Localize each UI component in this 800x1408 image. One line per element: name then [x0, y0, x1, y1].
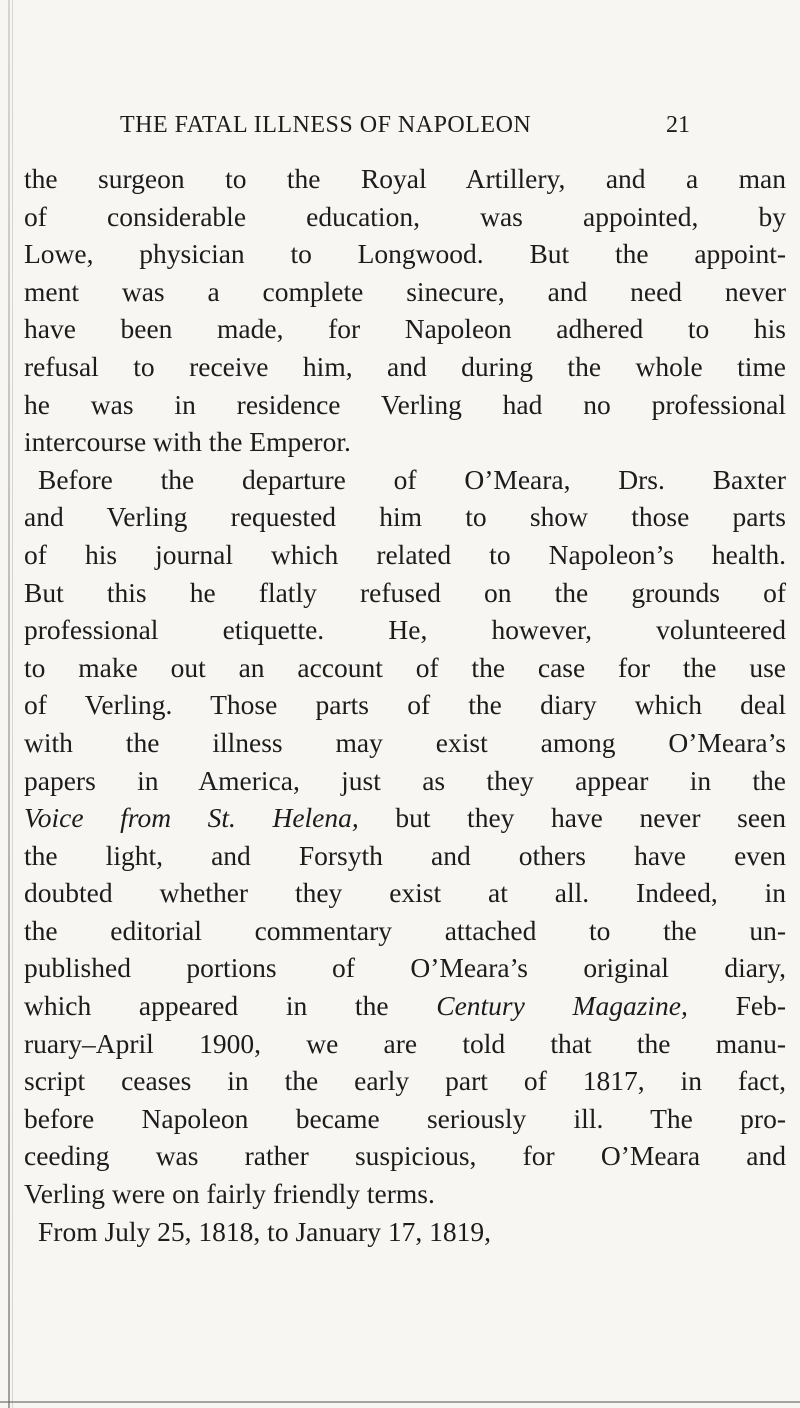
scan-bottom-edge	[0, 1401, 800, 1403]
text-line: professional etiquette. He, however, volunteered	[24, 614, 786, 646]
text-line: the surgeon to the Royal Artillery, and a man	[24, 163, 786, 194]
text-line: have been made, for Napoleon adhered to his	[24, 313, 786, 345]
text-span: which appeared in the	[24, 990, 437, 1022]
running-header	[120, 112, 690, 148]
text-line: papers in America, just as they appear in the	[24, 764, 786, 796]
italic-title: Century Magazine,	[436, 990, 688, 1022]
text-line: Before the departure of O’Meara, Drs. Baxter	[38, 463, 786, 495]
text-line	[24, 987, 786, 1025]
text-line: ceeding was rather suspicious, for O’Meara and	[24, 1140, 786, 1172]
body-text	[24, 160, 786, 1250]
text-span: Feb-	[687, 990, 786, 1022]
text-line: But this he flatly refused on the grounds of	[24, 576, 786, 608]
text-line: script ceases in the early part of 1817, in fact,	[24, 1065, 786, 1097]
text-line: ment was a complete sinecure, and need never	[24, 275, 786, 307]
text-line: with the illness may exist among O’Meara’s	[24, 726, 786, 758]
text-span: but they have never seen	[358, 802, 786, 834]
text-line: published portions of O’Meara’s original diary,	[24, 952, 786, 984]
text-line: Lowe, physician to Longwood. But the appoint-	[24, 238, 786, 270]
text-line: intercourse with the Emperor.	[24, 426, 351, 458]
text-line: to make out an account of the case for the use	[24, 651, 786, 683]
text-line: the editorial commentary attached to the un-	[24, 914, 786, 946]
text-line: From July 25, 1818, to January 17, 1819,	[38, 1215, 491, 1247]
text-line: before Napoleon became seriously ill. The pro-	[24, 1102, 786, 1134]
text-line: refusal to receive him, and during the whole time	[24, 350, 786, 382]
text-line: the light, and Forsyth and others have even	[24, 839, 786, 871]
scan-edge-line	[8, 0, 10, 1408]
page-number: 21	[666, 112, 690, 138]
text-line: of his journal which related to Napoleon’s health.	[24, 538, 786, 570]
text-line: he was in residence Verling had no professional	[24, 388, 786, 420]
text-line: Verling were on fairly friendly terms.	[24, 1178, 435, 1210]
text-line	[24, 799, 786, 837]
scan-edge-line-inner	[12, 0, 13, 1408]
running-title: THE FATAL ILLNESS OF NAPOLEON	[120, 112, 532, 138]
text-line: of considerable education, was appointed, by	[24, 200, 786, 232]
text-line: and Verling requested him to show those parts	[24, 501, 786, 533]
text-line: ruary–April 1900, we are told that the manu-	[24, 1027, 786, 1059]
text-line: of Verling. Those parts of the diary which deal	[24, 689, 786, 721]
italic-title: Voice from St. Helena,	[24, 802, 359, 834]
text-line: doubted whether they exist at all. Indeed, in	[24, 877, 786, 909]
